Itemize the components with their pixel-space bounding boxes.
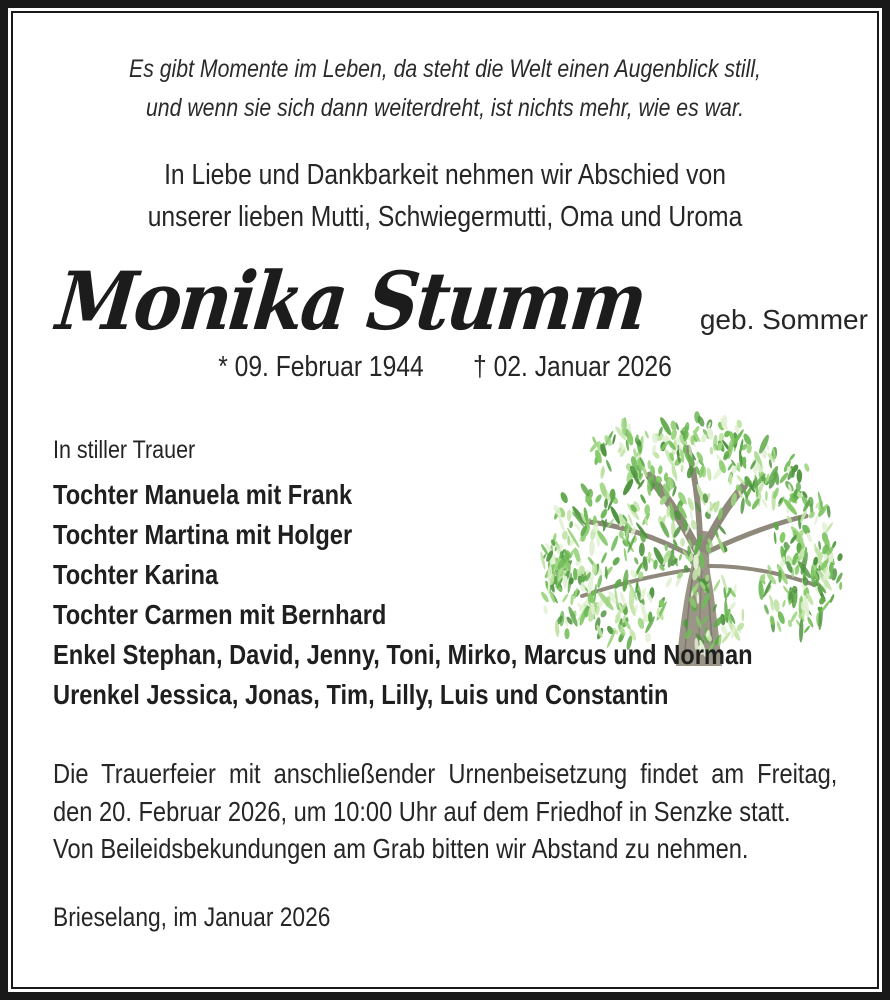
death-date: † 02. Januar 2026 [473, 350, 672, 383]
mourner-line: Tochter Manuela mit Frank [53, 479, 353, 511]
memorial-quote-line: und wenn sie sich dann weiterdreht, ist nichts mehr, wie es war. [145, 94, 745, 122]
mourner-line: Tochter Carmen mit Bernhard [53, 599, 387, 631]
birth-date: * 09. Februar 1944 [218, 350, 424, 383]
mourning-label: In stiller Trauer [53, 435, 196, 464]
mourners-list [53, 475, 753, 715]
mourner-line: Urenkel Jessica, Jonas, Tim, Lilly, Luis und Constantin [53, 679, 669, 711]
funeral-info [53, 755, 837, 868]
mourner-line: Tochter Karina [53, 559, 219, 591]
farewell-intro-line: In Liebe und Dankbarkeit nehmen wir Abschied von [164, 159, 726, 191]
funeral-info-line: den 20. Februar 2026, um 10:00 Uhr auf dem Friedhof in Senzke statt. [53, 795, 791, 827]
farewell-intro-line: unserer lieben Mutti, Schwiegermutti, Oma und Uroma [147, 201, 743, 234]
notice-content [13, 13, 877, 987]
deceased-name: Monika Stumm [52, 253, 650, 348]
deceased-name-row [52, 253, 868, 348]
mourner-line: Enkel Stephan, David, Jenny, Toni, Mirko, Marcus und Norman [53, 639, 753, 671]
mourner-line: Tochter Martina mit Holger [53, 519, 353, 551]
maiden-name: geb. Sommer [699, 303, 868, 335]
place-date-line: Brieselang, im Januar 2026 [53, 901, 331, 932]
life-dates [112, 351, 778, 384]
funeral-info-line: Von Beileidsbekundungen am Grab bitten wir Abstand zu nehmen. [53, 833, 749, 865]
memorial-quote [112, 50, 778, 128]
farewell-intro [112, 154, 778, 239]
funeral-info-line: Die Trauerfeier mit anschließender Urnenbeisetzung findet am Freitag, [53, 758, 838, 790]
memorial-quote-line: Es gibt Momente im Leben, da steht die Welt einen Augenblick still, [129, 55, 761, 83]
